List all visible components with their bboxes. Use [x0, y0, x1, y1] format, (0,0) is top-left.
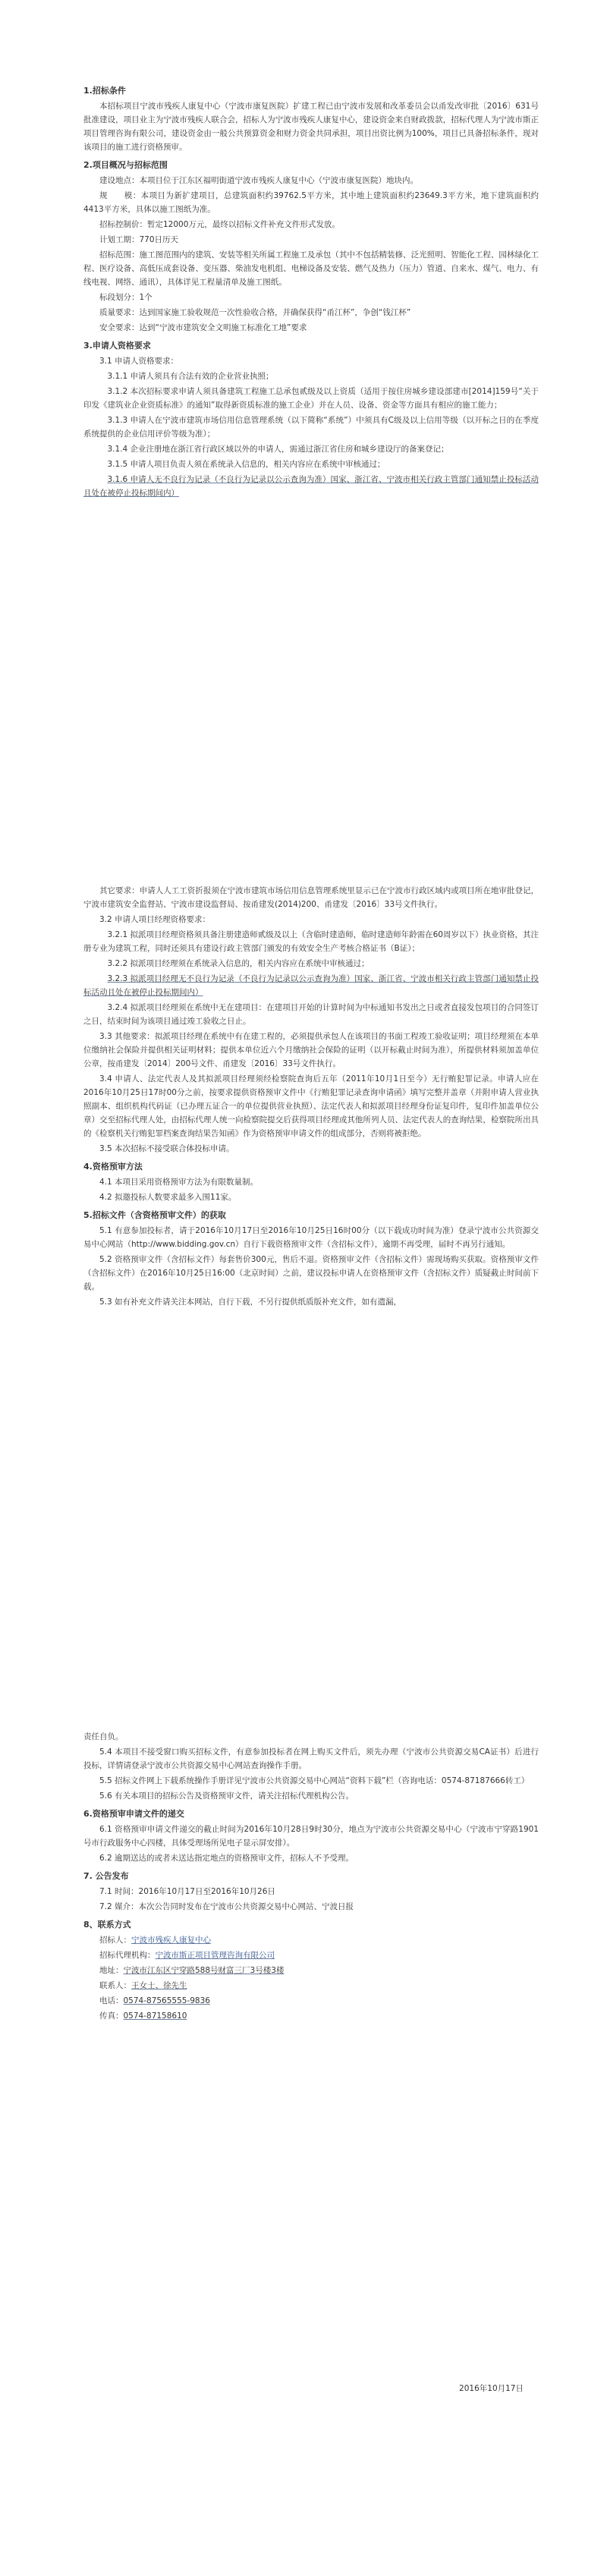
construction-location: 建设地点：本项目位于江东区福明街道宁波市残疾人康复中心（宁波市康复医院）地块内。 — [99, 176, 418, 185]
other-requirements: 其它要求：申请人人工工资折报须在宁波市建筑市场信用信息管理系统里显示已在宁波市行政区域内或项目所在地审批登记，宁波市建筑安全监督站、宁波市建设监督局、按甬建发(2014)200、甬建发〔2016〕33号文件执行。 — [83, 886, 539, 909]
contact-phone: 电话：0574-87565555-9836 — [99, 1996, 210, 2005]
section-heading-2: 2.项目概况与招标范围 — [83, 160, 168, 170]
document-page-3 — [0, 1700, 607, 2576]
req-3-1-1: 3.1.1 申请人须具有合法有效的企业营业执照； — [107, 372, 274, 381]
safety-requirement: 安全要求：达到“宁波市建筑安全文明施工标准化工地”要求 — [99, 323, 307, 332]
obtain-5-4: 5.4 本项目不接受窗口购买招标文件，有意参加投标者在网上购买文件后，须先办理（宁波市公共资源交易CA证书）后进行投标，详情请登录宁波市公共资源交易中心网站查询操作手册。 — [83, 1747, 539, 1770]
page3-content — [83, 1730, 539, 2024]
req-3-1: 3.1 申请人资格要求： — [99, 357, 179, 366]
submit-6-2: 6.2 逾期送达的或者未送达指定地点的资格预审文件，招标人不予受理。 — [99, 1854, 354, 1863]
req-3-1-2: 3.1.2 本次招标要求申请人须具备建筑工程施工总承包贰级及以上资质（适用于按住房城乡建设部建市[2014]159号“关于印发《建筑业企业资质标准》的通知”取得新资质标准的施工企业）并在人员、设备、资金等方面具有相应的施工能力； — [83, 387, 539, 410]
project-scale: 规 模：本项目为新扩建项目，总建筑面积约39762.5平方米，其中地上建筑面积约23649.3平方米，地下建筑面积约4413平方米，具体以施工图纸为准。 — [83, 191, 539, 214]
document-page-2 — [0, 854, 607, 1696]
req-3-2-1: 3.2.1 拟派项目经理资格须具备注册建造师贰级及以上（含临时建造师，临时建造师年龄需在60周岁以下）执业资格，其注册专业为建筑工程，同时还须具有建设行政主管部门颁发的有效安全生产考核合格证书（B证）； — [83, 930, 539, 953]
section-heading-7: 7. 公告发布 — [83, 1871, 129, 1881]
lot-division: 标段划分：1个 — [99, 293, 153, 302]
obtain-5-3: 5.3 如有补充文件请关注本网站，自行下载，不另行提供纸质版补充文件，如有遗漏， — [99, 1297, 402, 1307]
announcement-date: 2016年10月17日 — [459, 2384, 524, 2393]
publish-7-2: 7.2 媒介：本次公告同时发布在宁波市公共资源交易中心网站、宁波日报 — [99, 1902, 354, 1911]
control-price: 招标控制价：暂定12000万元，最终以招标文件补充文件形式发放。 — [99, 220, 340, 229]
method-4-1: 4.1 本项目采用资格预审方法为有限数量制。 — [99, 1178, 259, 1187]
req-3-5: 3.5 本次招标不接受联合体投标申请。 — [99, 1144, 234, 1153]
contact-address: 地址：宁波市江东区宁穿路588号财富三厂3号楼3楼 — [99, 1966, 285, 1975]
req-3-1-5: 3.1.5 申请人项目负责人须在系统录入信息的，相关内容应在系统中审核通过； — [107, 460, 385, 469]
contact-person: 联系人：王女士、徐先生 — [99, 1981, 187, 1990]
req-3-2-3: 3.2.3 拟派项目经理无不良行为记录（不良行为记录以公示查询为准）国家、浙江省、宁波市相关行政主管部门通知禁止投标活动且处在被停止投标期间内） — [83, 974, 539, 997]
section-heading-4: 4.资格预审方法 — [83, 1162, 143, 1172]
planned-duration: 计划工期：770日历天 — [99, 235, 179, 244]
continuation-text: 责任自负。 — [83, 1732, 124, 1741]
req-3-1-3: 3.1.3 申请人在宁波市建筑市场信用信息管理系统（以下简称“系统”）中须具有C级及以上信用等级（以开标之日的在季度系统提供的企业信用评价等级为准）； — [83, 416, 539, 439]
obtain-5-6: 5.6 有关本项目的招标公告及资格预审文件，请关注招标代理机构公告。 — [99, 1791, 354, 1801]
contact-fax: 传真：0574-87158610 — [99, 2011, 187, 2021]
quality-requirement: 质量要求：达到国家施工验收规范一次性验收合格，并确保获得“甬江杯”，争创“钱江杯” — [99, 308, 411, 317]
section-heading-3: 3.申请人资格要求 — [83, 341, 151, 351]
req-3-2: 3.2 申请人项目经理资格要求： — [99, 915, 211, 924]
document-page-1 — [0, 0, 607, 850]
req-3-4: 3.4 申请人、法定代表人及其拟派项目经理须经检察院查询后五年（2011年10月1日至今）无行贿犯罪记录。申请人应在2016年10月25日17时00分之前，按要求提供资格预审文件中《行贿犯罪记录查询申请函》填写完整并盖章（并附申请人营业执照副本、组织机构代码证（已办理五证合一的单位提供营业执照）、法定代表人和拟派项目经理身份证复印件，复印件加盖单位公章）交至招标代理人处，由招标代理人统一向检察院提交后获得项目经理或其他所列人员、法定代表人的查询结果，检察院所出具的《检察机关行贿犯罪档案查询结果告知函》作为资格预审申请文件的组成部分，否则将被拒绝。 — [83, 1074, 539, 1138]
req-3-2-4: 3.2.4 拟派项目经理须在系统中无在建项目：在建项目开始的计算时间为中标通知书发出之日或者直接发包项目的合同签订之日，结束时间为该项目通过竣工验收之日止。 — [83, 1003, 539, 1026]
req-3-1-6: 3.1.6 申请人无不良行为记录（不良行为记录以公示查询为准）国家、浙江省、宁波市相关行政主管部门通知禁止投标活动且处在被停止投标期间内） — [83, 475, 539, 498]
tender-scope: 招标范围：施工图范围内的建筑、安装等相关所属工程施工及承包（其中不包括精装修、泛光照明、智能化工程、园林绿化工程、医疗设备、高低压成套设备、变压器、柴油发电机组、电梯设备及安装、燃气及热力（压力）管道、自来水、煤气、电力、有线电视、网络、通讯），具体详见工程量清单及施工图纸。 — [83, 250, 539, 287]
submit-6-1: 6.1 资格预审申请文件递交的截止时间为2016年10月28日9时30分，地点为宁波市公共资源交易中心（宁波市宁穿路1901号市行政服务中心四楼，具体受理场所见电子显示屏安排）。 — [83, 1825, 539, 1848]
req-3-2-2: 3.2.2 拟派项目经理须在系统录入信息的，相关内容应在系统中审核通过； — [107, 959, 370, 968]
section-heading-8: 8、联系方式 — [83, 1920, 131, 1930]
page1-content — [83, 80, 539, 502]
contact-tenderer: 招标人：宁波市残疾人康复中心 — [99, 1936, 211, 1945]
page2-content — [83, 884, 539, 1310]
req-3-1-4: 3.1.4 企业注册地在浙江省行政区域以外的申请人，需通过浙江省住房和城乡建设厅的备案登记； — [107, 445, 449, 454]
publish-7-1: 7.1 时间：2016年10月17日至2016年10月26日 — [99, 1887, 275, 1896]
section-heading-6: 6.资格预审申请文件的递交 — [83, 1809, 184, 1819]
req-3-3: 3.3 其他要求：拟派项目经理在系统中有在建工程的，必须提供承包人在该项目的书面工程竣工验收证明；项目经理须在本单位缴纳社会保险并提供相关证明材料；提供本单位近六个月缴纳社会保险的证明（以开标截止时间为准），所提供材料须加盖单位公章，按甬建发〔2014〕200号文件、甬建发〔2016〕33号文件执行。 — [83, 1032, 539, 1068]
obtain-5-2: 5.2 资格预审文件（含招标文件）每套售价300元，售后不退。资格预审文件（含招标文件）需现场购买获取。资格预审文件（含招标文件）在2016年10月25日16:00（北京时间）之前，建议投标申请人在资格预审文件（含招标文件）质疑截止时间前下载。 — [83, 1255, 539, 1291]
section-heading-1: 1.招标条件 — [83, 86, 126, 96]
contact-agency: 招标代理机构：宁波市斯正项目管理咨询有限公司 — [99, 1951, 275, 1960]
method-4-2: 4.2 拟邀投标人数要求最多入围11家。 — [99, 1193, 237, 1202]
section-heading-5: 5.招标文件（含资格预审文件）的获取 — [83, 1210, 226, 1220]
section-1-text: 本招标项目宁波市残疾人康复中心（宁波市康复医院）扩建工程已由宁波市发展和改革委员会以甬发改审批〔2016〕631号批准建设，项目业主为宁波市残疾人联合会，招标人为宁波市残疾人康复中心，建设资金来自财政拨款，招标代理人为宁波市斯正项目管理咨询有限公司，建设资金由一般公共预算资金和财力资金共同承担，项目出资比例为100%，项目已具备招标条件，现对该项目的施工进行资格预审。 — [83, 102, 539, 152]
obtain-5-5: 5.5 招标文件网上下载系统操作手册详见宁波市公共资源交易中心网站“资料下载”栏（咨询电话：0574-87187666转工） — [99, 1776, 530, 1785]
obtain-5-1: 5.1 有意参加投标者，请于2016年10月17日至2016年10月25日16时00分（以下载成功时间为准）登录宁波市公共资源交易中心网站（http://www.bidding.gov.cn）自行下载资格预审文件（含招标文件），逾期不再受理，届时不再另行通知。 — [83, 1226, 539, 1249]
